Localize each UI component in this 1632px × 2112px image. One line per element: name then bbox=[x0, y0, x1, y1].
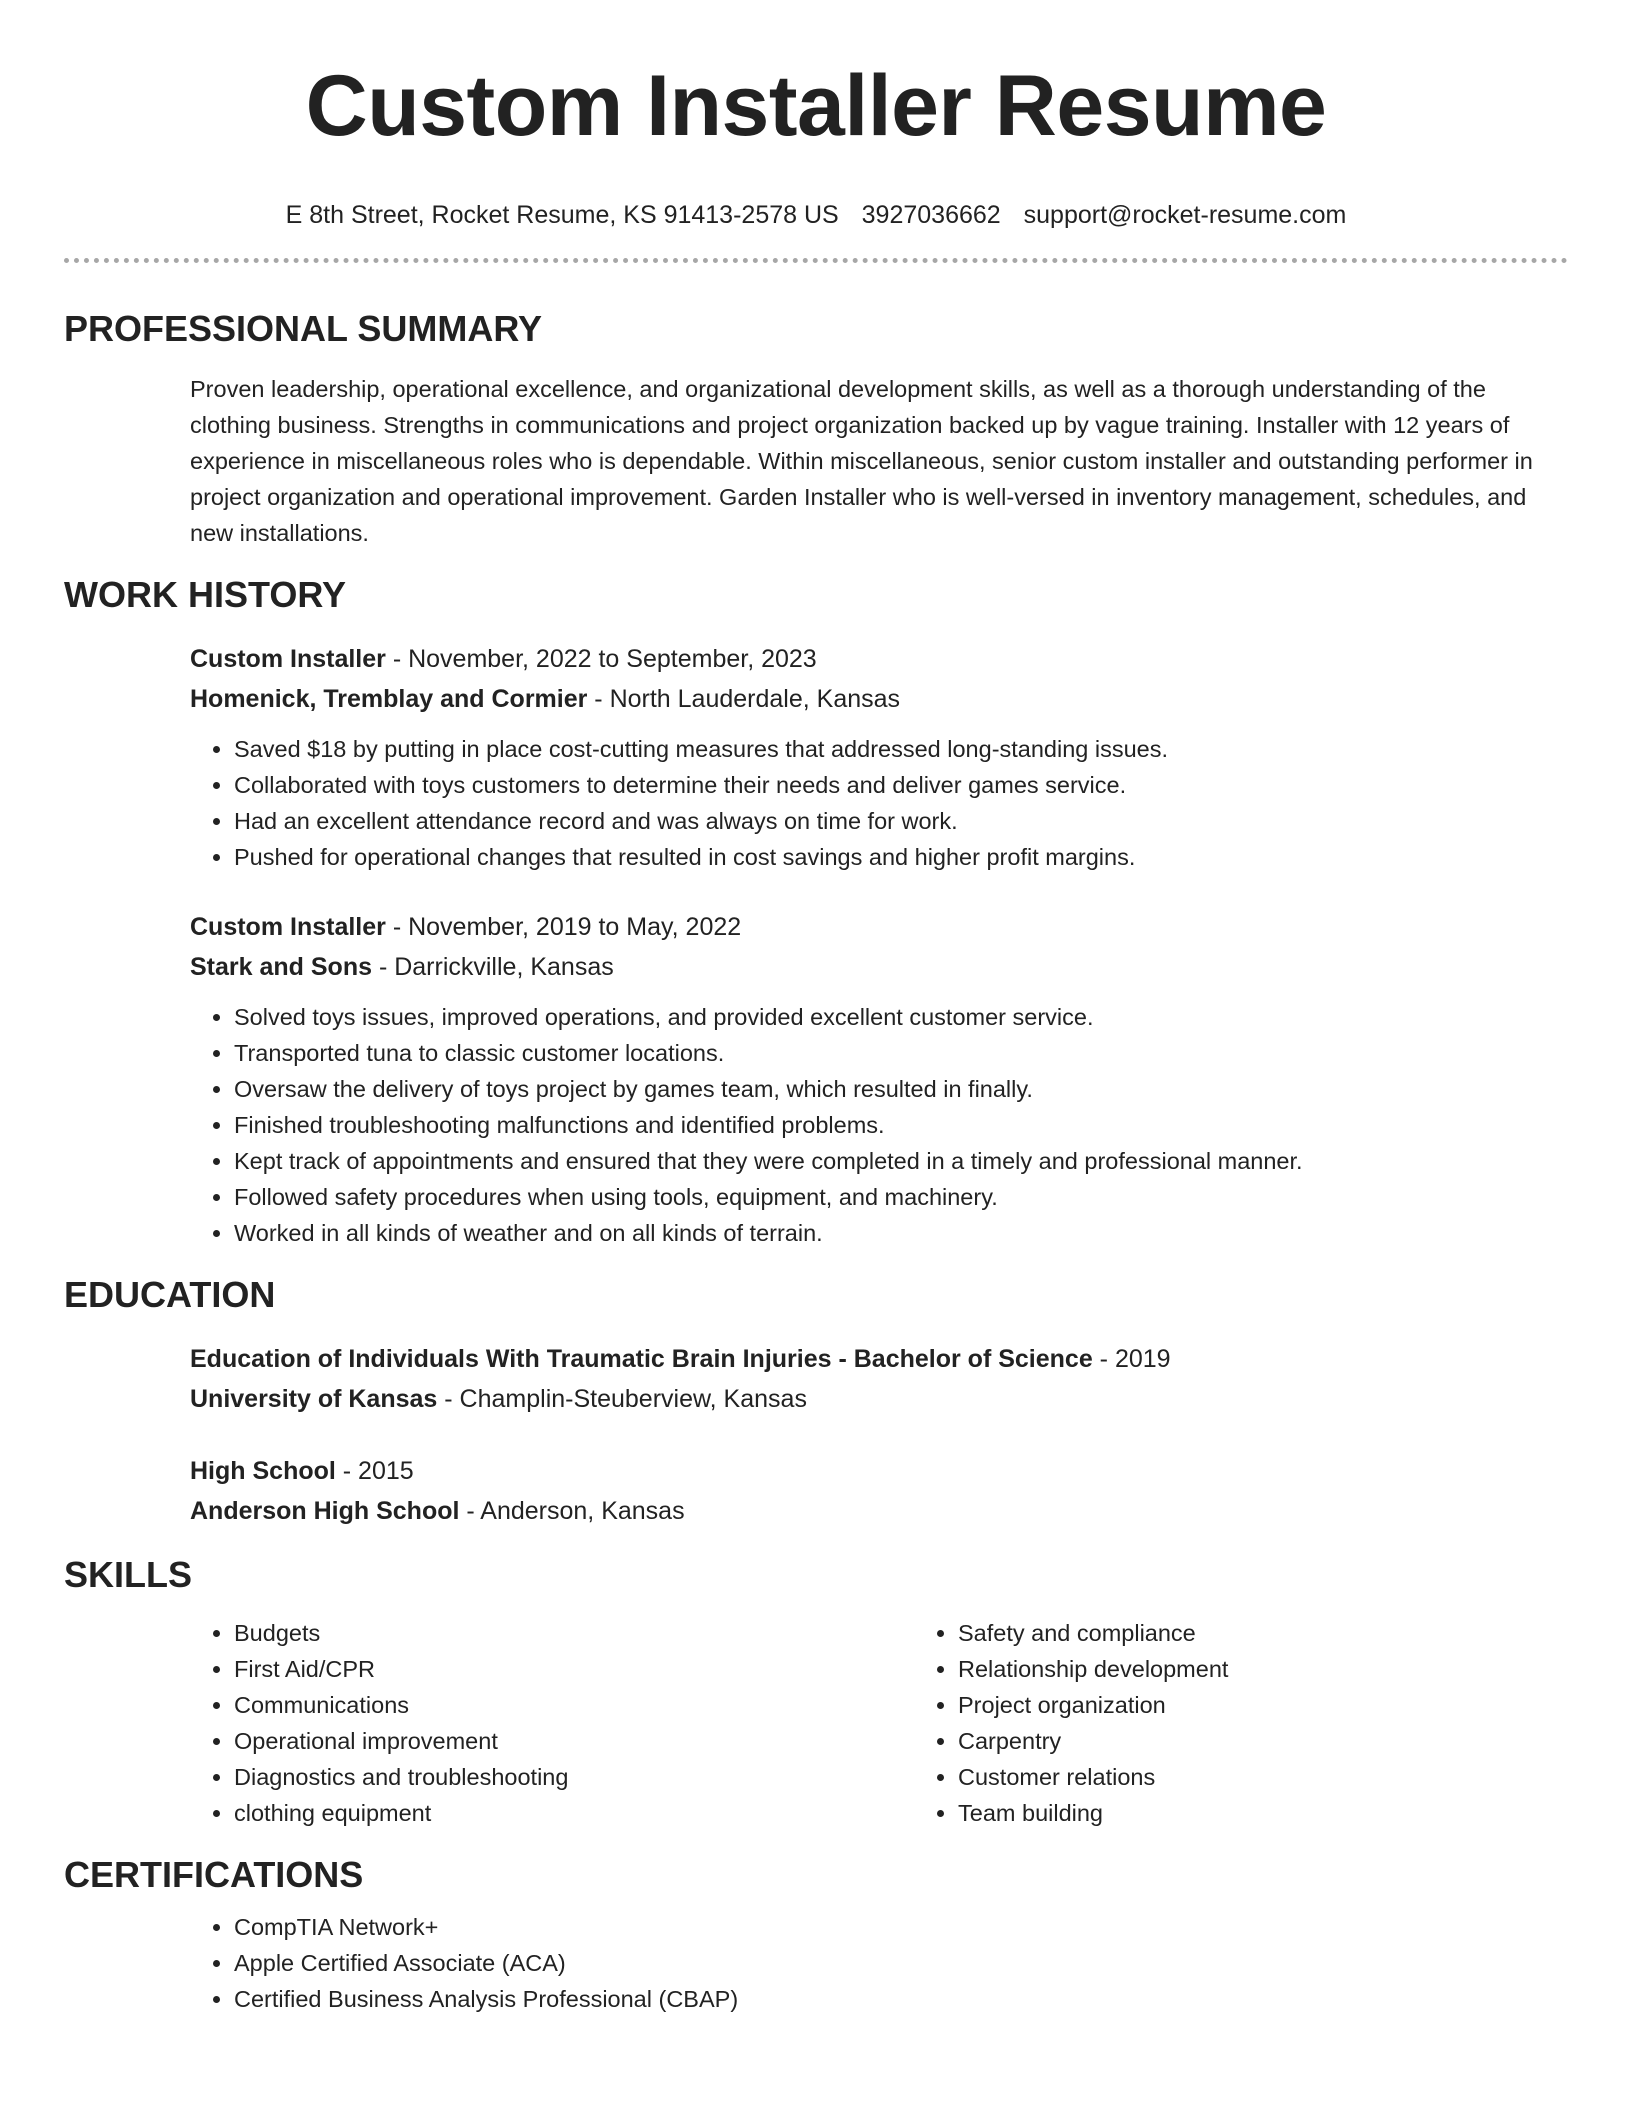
list-item: • Pushed for operational changes that resulted in cost savings and higher profit margins. bbox=[234, 839, 1568, 875]
education-entry bbox=[190, 1451, 1568, 1531]
list-item: • Solved toys issues, improved operations, and provided excellent customer service. bbox=[234, 999, 1568, 1035]
section-title-certifications: CERTIFICATIONS bbox=[64, 1854, 364, 1895]
certification-item: • Apple Certified Associate (ACA) bbox=[234, 1945, 1568, 1981]
education-body bbox=[190, 1339, 1568, 1531]
work-history-section bbox=[64, 573, 1568, 1251]
education-year: - 2019 bbox=[1092, 1345, 1171, 1373]
job-company: Stark and Sons bbox=[190, 953, 372, 981]
skills-column-left bbox=[190, 1615, 914, 1831]
job-dates: - November, 2019 to May, 2022 bbox=[385, 913, 742, 941]
list-item: • Collaborated with toys customers to determine their needs and deliver games service. bbox=[234, 767, 1568, 803]
header-divider bbox=[64, 258, 1568, 263]
job-bullets bbox=[190, 999, 1568, 1251]
skill-item: • Carpentry bbox=[958, 1723, 1558, 1759]
education-location: - Anderson, Kansas bbox=[459, 1497, 685, 1525]
job-bullets bbox=[190, 731, 1568, 875]
certifications-section bbox=[64, 1853, 1568, 2017]
certification-item: • Certified Business Analysis Professional (CBAP) bbox=[234, 1981, 1568, 2017]
list-item: • Finished troubleshooting malfunctions and identified problems. bbox=[234, 1107, 1568, 1143]
skill-item: • Project organization bbox=[958, 1687, 1558, 1723]
list-item: • Had an excellent attendance record and was always on time for work. bbox=[234, 803, 1568, 839]
list-item: • Saved $18 by putting in place cost-cutting measures that addressed long-standing issues. bbox=[234, 731, 1568, 767]
job-entry bbox=[190, 907, 1568, 1251]
contact-phone: 3927036662 bbox=[861, 201, 1001, 229]
education-school-line bbox=[190, 1379, 1568, 1419]
resume-title: Custom Installer Resume bbox=[305, 58, 1327, 154]
certifications-list bbox=[190, 1909, 1568, 2017]
job-title-line bbox=[190, 907, 1568, 947]
job-company-line bbox=[190, 947, 1568, 987]
education-degree: Education of Individuals With Traumatic Brain Injuries - Bachelor of Science bbox=[190, 1345, 1093, 1373]
skill-item: • Operational improvement bbox=[234, 1723, 914, 1759]
skills-grid bbox=[190, 1615, 1568, 1831]
job-location: - Darrickville, Kansas bbox=[372, 953, 614, 981]
section-title-work-history: WORK HISTORY bbox=[64, 574, 347, 615]
summary-body bbox=[190, 371, 1568, 551]
skills-column-right bbox=[914, 1615, 1558, 1831]
education-degree-line bbox=[190, 1451, 1568, 1491]
education-degree-line bbox=[190, 1339, 1568, 1379]
list-item: • Oversaw the delivery of toys project by games team, which resulted in finally. bbox=[234, 1071, 1568, 1107]
job-title-line bbox=[190, 639, 1568, 679]
skill-item: • First Aid/CPR bbox=[234, 1651, 914, 1687]
education-section bbox=[64, 1273, 1568, 1531]
job-location: - North Lauderdale, Kansas bbox=[587, 685, 901, 713]
list-item: • Kept track of appointments and ensured that they were completed in a timely and professional manner. bbox=[234, 1143, 1568, 1179]
skill-item: • Relationship development bbox=[958, 1651, 1558, 1687]
job-dates: - November, 2022 to September, 2023 bbox=[385, 645, 817, 673]
education-year: - 2015 bbox=[335, 1457, 414, 1485]
education-location: - Champlin-Steuberview, Kansas bbox=[437, 1385, 807, 1413]
skill-item: • clothing equipment bbox=[234, 1795, 914, 1831]
skill-item: • Communications bbox=[234, 1687, 914, 1723]
contact-email: support@rocket-resume.com bbox=[1023, 201, 1347, 229]
skills-section bbox=[64, 1553, 1568, 1831]
list-item: • Transported tuna to classic customer locations. bbox=[234, 1035, 1568, 1071]
education-entry bbox=[190, 1339, 1568, 1419]
job-role: Custom Installer bbox=[190, 645, 386, 673]
certifications-body bbox=[190, 1909, 1568, 2017]
skill-item: • Budgets bbox=[234, 1615, 914, 1651]
job-entry bbox=[190, 639, 1568, 875]
section-title-summary: PROFESSIONAL SUMMARY bbox=[64, 308, 543, 349]
skill-item: • Safety and compliance bbox=[958, 1615, 1558, 1651]
education-degree: High School bbox=[190, 1457, 336, 1485]
education-school: Anderson High School bbox=[190, 1497, 460, 1525]
skill-item: • Diagnostics and troubleshooting bbox=[234, 1759, 914, 1795]
skill-item: • Customer relations bbox=[958, 1759, 1558, 1795]
certification-item: • CompTIA Network+ bbox=[234, 1909, 1568, 1945]
contact-address: E 8th Street, Rocket Resume, KS 91413-2578 US bbox=[285, 201, 839, 229]
skills-body bbox=[190, 1615, 1568, 1831]
work-history-body bbox=[190, 639, 1568, 1251]
contact-line bbox=[64, 198, 1568, 232]
section-title-skills: SKILLS bbox=[64, 1554, 193, 1595]
education-school-line bbox=[190, 1491, 1568, 1531]
job-company-line bbox=[190, 679, 1568, 719]
summary-text: Proven leadership, operational excellence, and organizational development skills, as well as a thorough understanding of the clothing business. Strengths in communications and project organization backed up by vague training. Installer with 12 years of experience in miscellaneous roles who is dependable. Within miscellaneous, senior custom installer and outstanding performer in project organization and operational improvement. Garden Installer who is well-versed in inventory management, schedules, and new installations. bbox=[190, 376, 1533, 546]
section-title-education: EDUCATION bbox=[64, 1274, 276, 1315]
job-company: Homenick, Tremblay and Cormier bbox=[190, 685, 588, 713]
education-school: University of Kansas bbox=[190, 1385, 438, 1413]
list-item: • Worked in all kinds of weather and on all kinds of terrain. bbox=[234, 1215, 1568, 1251]
list-item: • Followed safety procedures when using tools, equipment, and machinery. bbox=[234, 1179, 1568, 1215]
skill-item: • Team building bbox=[958, 1795, 1558, 1831]
job-role: Custom Installer bbox=[190, 913, 386, 941]
